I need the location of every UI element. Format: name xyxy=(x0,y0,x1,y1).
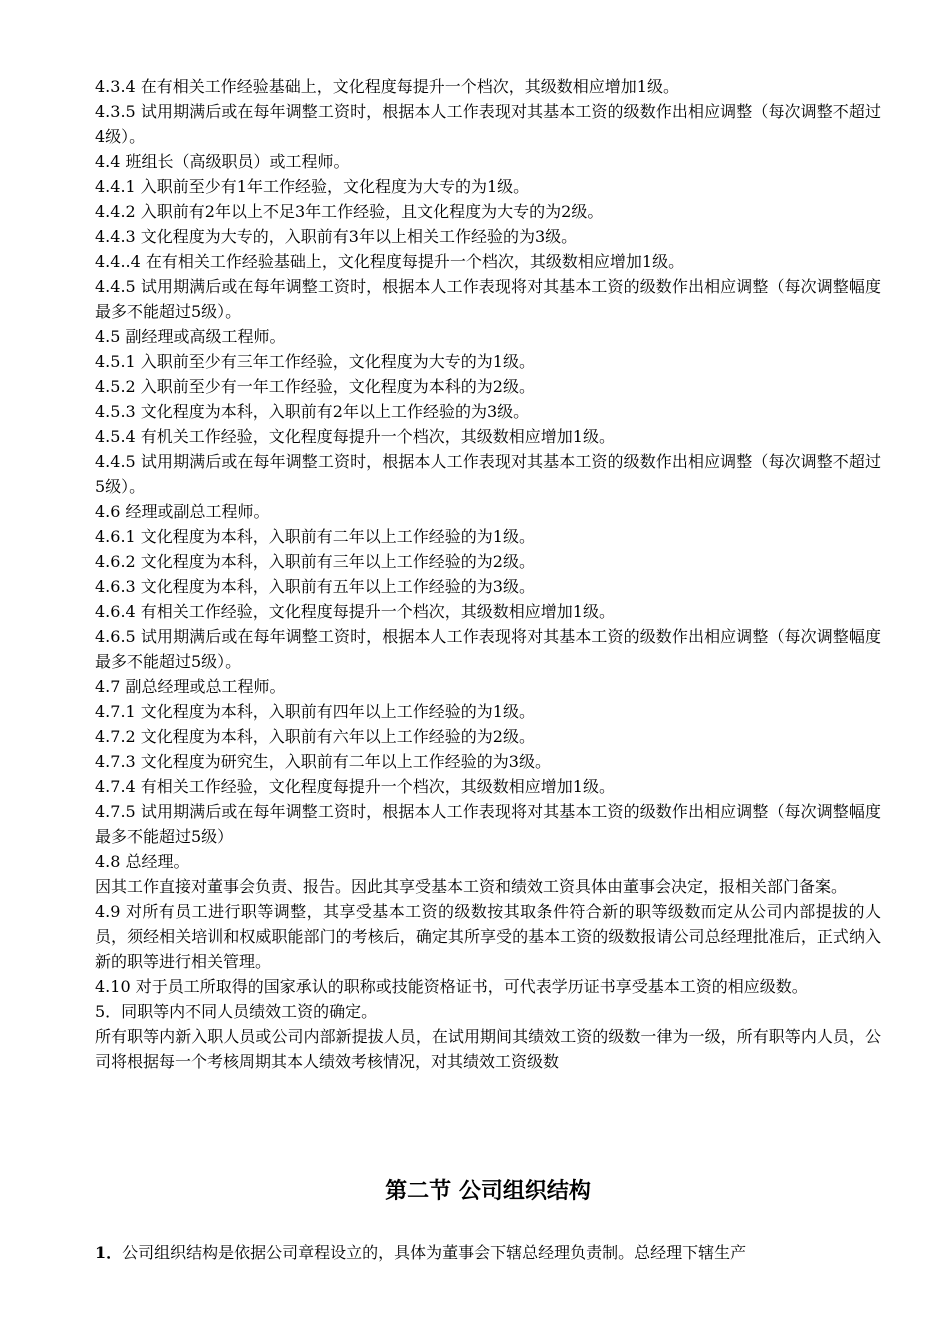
paragraph: 4.4.5 试用期满后或在每年调整工资时，根据本人工作表现对其基本工资的级数作出相应调整（每次调整不超过5级）。 xyxy=(95,452,881,496)
paragraph: 4.7.3 文化程度为研究生，入职前有二年以上工作经验的为3级。 xyxy=(95,752,551,771)
paragraph: 4.4.5 试用期满后或在每年调整工资时，根据本人工作表现将对其基本工资的级数作出相应调整（每次调整幅度最多不能超过5级）。 xyxy=(95,277,881,321)
paragraph: 4.8 总经理。 xyxy=(95,852,190,871)
paragraph: 4.5.3 文化程度为本科，入职前有2年以上工作经验的为3级。 xyxy=(95,402,530,421)
paragraph: 4.6.2 文化程度为本科，入职前有三年以上工作经验的为2级。 xyxy=(95,552,535,571)
section-title: 第二节 公司组织结构 xyxy=(385,1179,591,1204)
paragraph: 4.6.4 有相关工作经验，文化程度每提升一个档次，其级数相应增加1级。 xyxy=(95,602,615,621)
paragraph: 4.9 对所有员工进行职等调整，其享受基本工资的级数按其取条件符合新的职等级数而定从公司内部提拔的人员，须经相关培训和权威职能部门的考核后，确定其所享受的基本工资的级数报请公司总经理批准后，正式纳入新的职等进行相关管理。 xyxy=(95,902,881,971)
paragraph: 所有职等内新入职人员或公司内部新提拔人员，在试用期间其绩效工资的级数一律为一级，所有职等内人员，公司将根据每一个考核周期其本人绩效考核情况，对其绩效工资级数 xyxy=(95,1027,881,1071)
paragraph: 4.10 对于员工所取得的国家承认的职称或技能资格证书，可代表学历证书享受基本工资的相应级数。 xyxy=(95,977,808,996)
paragraph: 4.6 经理或副总工程师。 xyxy=(95,502,270,521)
final-paragraph xyxy=(95,1240,881,1265)
paragraph: 4.3.4 在有相关工作经验基础上，文化程度每提升一个档次，其级数相应增加1级。 xyxy=(95,77,679,96)
paragraph: 4.7.4 有相关工作经验，文化程度每提升一个档次，其级数相应增加1级。 xyxy=(95,777,615,796)
paragraph: 4.4.3 文化程度为大专的，入职前有3年以上相关工作经验的为3级。 xyxy=(95,227,578,246)
paragraph: 因其工作直接对董事会负责、报告。因此其享受基本工资和绩效工资具体由董事会决定，报相关部门备案。 xyxy=(95,877,848,896)
final-paragraph-text: 公司组织结构是依据公司章程设立的，具体为董事会下辖总经理负责制。总经理下辖生产 xyxy=(122,1243,747,1262)
paragraph: 4.7 副总经理或总工程师。 xyxy=(95,677,286,696)
paragraph: 4.6.1 文化程度为本科，入职前有二年以上工作经验的为1级。 xyxy=(95,527,535,546)
paragraph: 4.7.5 试用期满后或在每年调整工资时，根据本人工作表现将对其基本工资的级数作出相应调整（每次调整幅度最多不能超过5级） xyxy=(95,802,881,846)
paragraph: 4.4.1 入职前至少有1年工作经验，文化程度为大专的为1级。 xyxy=(95,177,530,196)
final-paragraph-number: 1． xyxy=(95,1243,123,1262)
paragraph: 4.4..4 在有相关工作经验基础上，文化程度每提升一个档次，其级数相应增加1级。 xyxy=(95,252,685,271)
paragraph: 4.4.2 入职前有2年以上不足3年工作经验，且文化程度为大专的为2级。 xyxy=(95,202,604,221)
paragraph: 4.7.1 文化程度为本科，入职前有四年以上工作经验的为1级。 xyxy=(95,702,535,721)
paragraph: 5．同职等内不同人员绩效工资的确定。 xyxy=(95,1002,378,1021)
document-body xyxy=(95,74,881,1074)
paragraph: 4.6.3 文化程度为本科，入职前有五年以上工作经验的为3级。 xyxy=(95,577,535,596)
paragraph: 4.4 班组长（高级职员）或工程师。 xyxy=(95,152,350,171)
paragraph: 4.5 副经理或高级工程师。 xyxy=(95,327,286,346)
paragraph: 4.5.2 入职前至少有一年工作经验，文化程度为本科的为2级。 xyxy=(95,377,535,396)
paragraph: 4.5.4 有机关工作经验，文化程度每提升一个档次，其级数相应增加1级。 xyxy=(95,427,615,446)
paragraph: 4.5.1 入职前至少有三年工作经验，文化程度为大专的为1级。 xyxy=(95,352,535,371)
paragraph: 4.7.2 文化程度为本科，入职前有六年以上工作经验的为2级。 xyxy=(95,727,535,746)
paragraph: 4.6.5 试用期满后或在每年调整工资时，根据本人工作表现将对其基本工资的级数作出相应调整（每次调整幅度最多不能超过5级）。 xyxy=(95,627,881,671)
paragraph: 4.3.5 试用期满后或在每年调整工资时，根据本人工作表现对其基本工资的级数作出相应调整（每次调整不超过4级）。 xyxy=(95,102,881,146)
